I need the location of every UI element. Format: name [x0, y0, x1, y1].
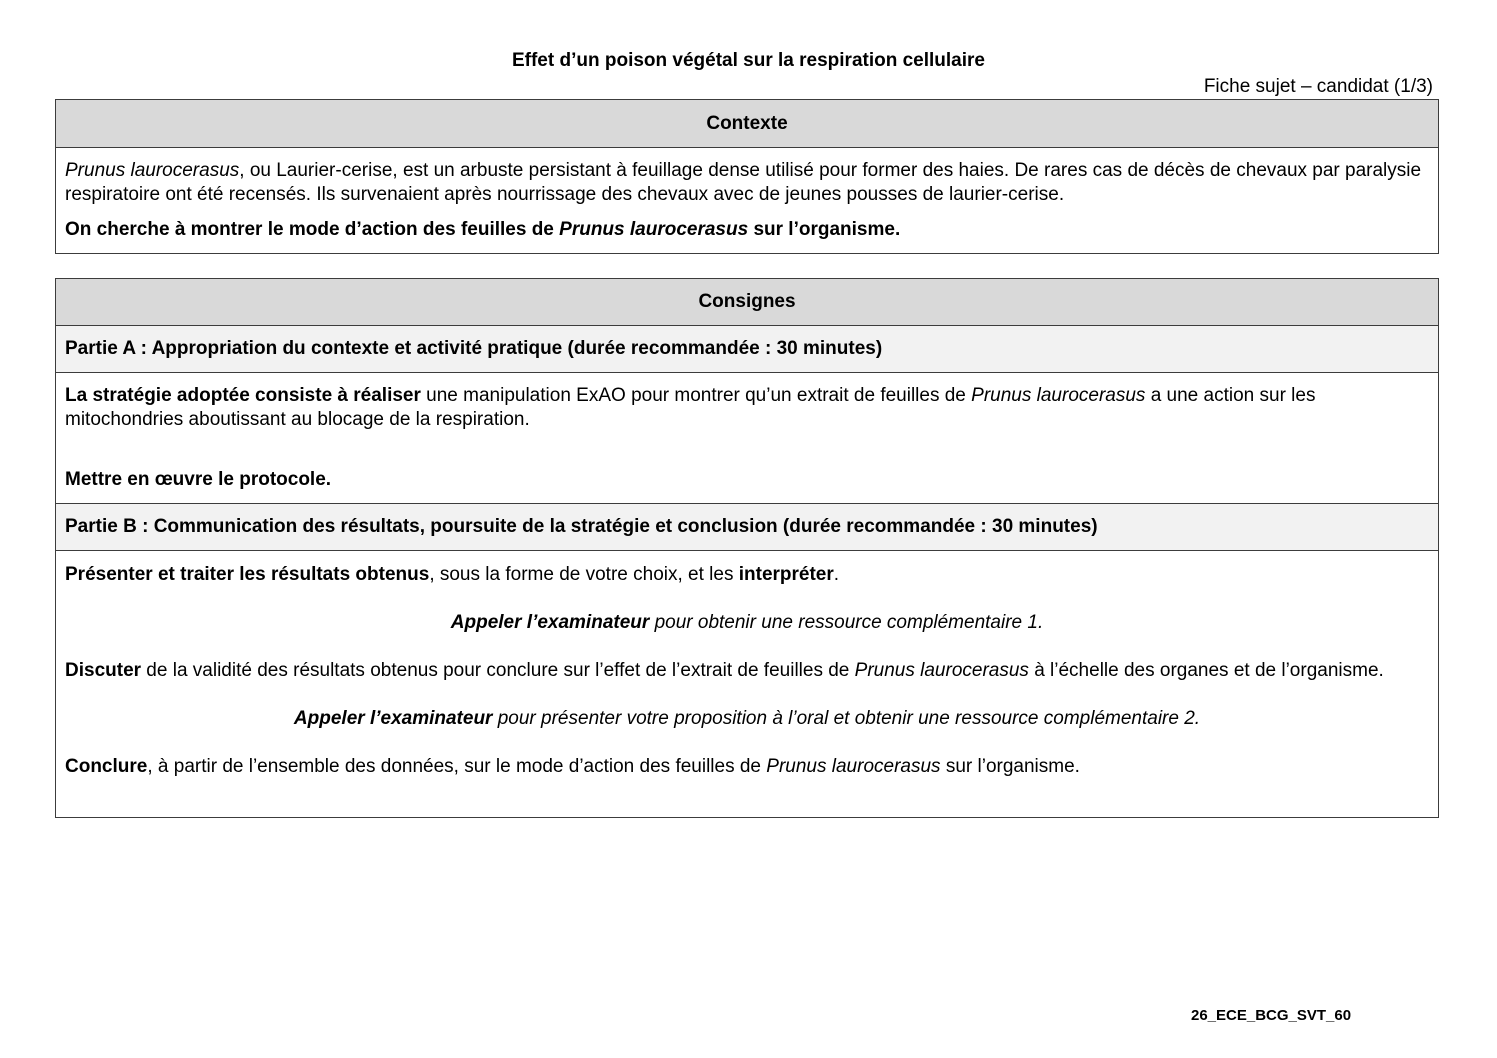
strategy-text-end: a une action sur les mitochondries aboutissant au blocage de la respiration.	[65, 385, 1316, 430]
species-name: Prunus laurocerasus	[766, 756, 941, 777]
contexte-body	[56, 148, 1439, 254]
sheet-label: Fiche sujet – candidat (1/3)	[1203, 76, 1433, 97]
partie-b-heading: Partie B : Communication des résultats, poursuite de la stratégie et conclusion (durée recommandée : 30 minutes)	[56, 504, 1439, 551]
conclude-paragraph	[65, 755, 1429, 779]
call-text: pour présenter votre proposition à l’oral et obtenir une ressource complémentaire 2.	[492, 708, 1201, 729]
present-end: .	[833, 564, 840, 585]
conclude-text-end: sur l’organisme.	[940, 756, 1080, 777]
interpret-bold: interpréter	[738, 564, 834, 585]
discuss-bold: Discuter	[65, 660, 142, 681]
species-name: Prunus laurocerasus	[854, 660, 1029, 681]
partie-b-body	[56, 551, 1439, 818]
present-results-paragraph	[65, 563, 1429, 587]
present-bold: Présenter et traiter les résultats obtenus	[65, 564, 430, 585]
strategy-bold: La stratégie adoptée consiste à réaliser	[65, 385, 421, 406]
contexte-table	[55, 99, 1439, 254]
contexte-text: , ou Laurier-cerise, est un arbuste persistant à feuillage dense utilisé pour former des haies. De rares cas de décès de chevaux par paralysie respiratoire ont été recensés. Ils survenaient après nourrissage des chevaux avec de jeunes pousses de laurier-cerise.	[65, 160, 1422, 205]
objective-statement	[65, 218, 1429, 242]
consignes-table	[55, 278, 1439, 818]
call-bold: Appeler l’examinateur	[293, 708, 493, 729]
call-text: pour obtenir une ressource complémentaire 1.	[649, 612, 1044, 633]
objective-text: On cherche à montrer le mode d’action des feuilles de	[65, 219, 560, 240]
call-examiner-1	[65, 611, 1429, 635]
contexte-paragraph	[65, 159, 1429, 207]
call-examiner-2	[65, 707, 1429, 731]
conclude-bold: Conclure	[65, 756, 148, 777]
species-name: Prunus laurocerasus	[971, 385, 1146, 406]
call-bold: Appeler l’examinateur	[450, 612, 650, 633]
species-name: Prunus laurocerasus	[65, 160, 240, 181]
protocol-instruction: Mettre en œuvre le protocole.	[65, 469, 332, 490]
strategy-paragraph	[65, 384, 1429, 432]
present-text: , sous la forme de votre choix, et les	[429, 564, 739, 585]
strategy-text: une manipulation ExAO pour montrer qu’un extrait de feuilles de	[420, 385, 972, 406]
discuss-text-end: à l’échelle des organes et de l’organisme.	[1028, 660, 1384, 681]
consignes-heading: Consignes	[56, 279, 1439, 326]
partie-a-heading: Partie A : Appropriation du contexte et activité pratique (durée recommandée : 30 minutes)	[56, 326, 1439, 373]
species-name: Prunus laurocerasus	[559, 219, 749, 240]
contexte-heading: Contexte	[56, 100, 1439, 148]
document-title: Effet d’un poison végétal sur la respiration cellulaire	[511, 50, 985, 71]
partie-a-body	[56, 373, 1439, 504]
conclude-text: , à partir de l’ensemble des données, sur le mode d’action des feuilles de	[147, 756, 767, 777]
discuss-paragraph	[65, 659, 1429, 683]
objective-text-end: sur l’organisme.	[748, 219, 901, 240]
document-code: 26_ECE_BCG_SVT_60	[1191, 1007, 1352, 1024]
discuss-text: de la validité des résultats obtenus pour conclure sur l’effet de l’extrait de feuilles de	[141, 660, 855, 681]
